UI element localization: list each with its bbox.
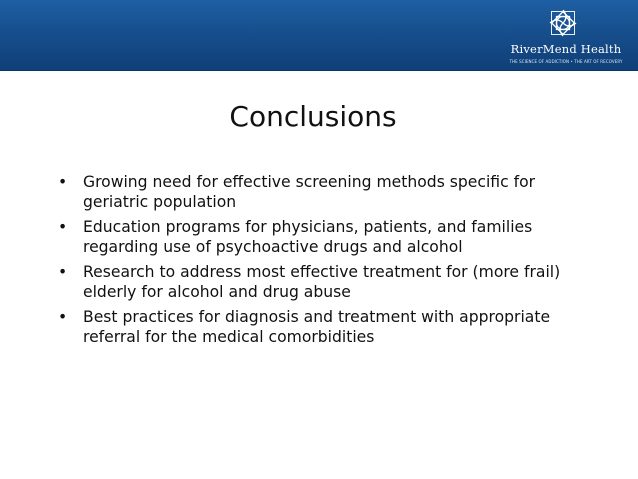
bullet-list bbox=[58, 172, 578, 352]
bullet-text: Growing need for effective screening methods specific for geriatric population bbox=[83, 173, 536, 211]
bullet-item bbox=[58, 307, 578, 347]
bullet-item bbox=[58, 172, 578, 212]
header-bar bbox=[0, 0, 638, 70]
bullet-marker: • bbox=[58, 173, 68, 191]
bullet-marker: • bbox=[58, 218, 68, 236]
bullet-text: Education programs for physicians, patients, and families regarding use of psychoactive drugs and alcohol bbox=[83, 218, 533, 256]
bullet-marker: • bbox=[58, 308, 68, 326]
bullet-item bbox=[58, 217, 578, 257]
bullet-item bbox=[58, 262, 578, 302]
bullet-marker: • bbox=[58, 263, 68, 281]
header-divider bbox=[0, 70, 638, 71]
brand-name: RiverMend Health bbox=[510, 42, 622, 56]
bullet-text: Research to address most effective treatment for (more frail) elderly for alcohol and drug abuse bbox=[83, 263, 561, 301]
rivermend-knot-emblem-icon bbox=[547, 7, 579, 39]
slide-title: Conclusions bbox=[229, 100, 397, 133]
brand-tagline: THE SCIENCE OF ADDICTION • THE ART OF RECOVERY bbox=[509, 59, 623, 64]
bullet-text: Best practices for diagnosis and treatment with appropriate referral for the medical comorbidities bbox=[83, 308, 551, 346]
